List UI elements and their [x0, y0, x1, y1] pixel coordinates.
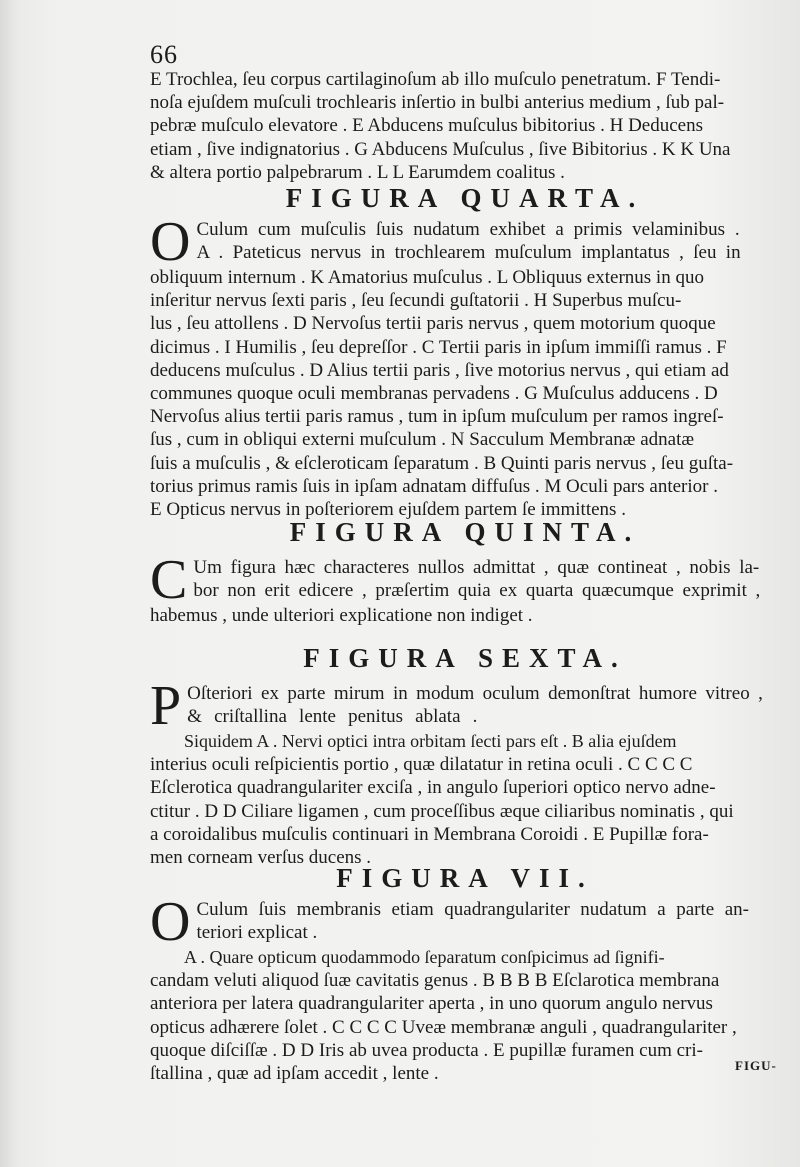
text-line: candam veluti aliquod ſuæ cavitatis genus . B B B B Eſclarotica membrana [150, 970, 720, 992]
text-line: Um figura hæc characteres nullos admittat , quæ contineat , nobis la- [193, 557, 760, 578]
text-line: deducens muſculus . D Alius tertii paris , ſive motorius nervus , qui etiam ad [150, 359, 729, 381]
text-line: torius primus ramis ſuis in ipſam adnatam diffuſus . M Oculi pars anterior . [150, 475, 718, 497]
text-line: inſeritur nervus ſexti paris , ſeu ſecundi guſtatorii . H Superbus muſcu- [150, 290, 682, 312]
drop-cap: P [150, 675, 182, 737]
section-paragraph [150, 891, 780, 1085]
text-line: Culum ſuis membranis etiam quadrangulariter nudatum a parte an- [196, 899, 749, 920]
text-line: ſuis a muſculis , & eſcleroticam ſeparatum . B Quinti paris nervus , ſeu guſta- [150, 452, 734, 474]
catchword: FIGU- [735, 1058, 777, 1073]
text-line: habemus , unde ulteriori explicatione non indiget . [150, 605, 533, 626]
text-line: E Opticus nervus in poſteriorem ejuſdem partem ſe immittens . [150, 499, 626, 521]
section-heading: FIGURA SEXTA. [303, 643, 627, 673]
text-line: ſtallina , quæ ad ipſam accedit , lente . [150, 1063, 439, 1085]
text-line: Nervoſus alius tertii paris ramus , tum in ipſum muſculum per ramos ingreſ- [150, 406, 724, 428]
text-line: A . Pateticus nervus in trochlearem muſculum implantatus , ſeu in [196, 242, 741, 264]
text-line: teriori explicat . [196, 922, 318, 944]
text-line: A . Quare opticum quodammodo ſeparatum conſpicimus ad ſignifi- [184, 947, 665, 967]
text-line: anteriora per latera quadrangulariter aperta , in uno quorum angulo nervus [150, 993, 713, 1015]
page-number: 66 [150, 40, 178, 69]
section-paragraph [150, 675, 780, 869]
section-heading: FIGURA VII. [336, 863, 594, 893]
text-line: pebræ muſculo elevatore . E Abducens muſculus bibitorius . H Deducens [150, 115, 703, 137]
text-line: ctitur . D D Ciliare ligamen , cum proceſſibus æque ciliaribus nominatis , qui [150, 800, 734, 822]
intro-paragraph [150, 68, 780, 184]
text-line: & altera portio palpebrarum . L L Earumdem coalitus . [150, 161, 565, 183]
text-line: ſus , cum in obliqui externi muſculum . N Sacculum Membranæ adnatæ [150, 429, 695, 451]
text-line: lus , ſeu attollens . D Nervoſus tertii paris nervus , quem motorium quoque [150, 313, 716, 335]
text-line: Eſclerotica quadrangulariter exciſa , in angulo ſuperiori optico nervo adne- [150, 777, 716, 799]
drop-cap: O [150, 891, 191, 953]
text-line: obliquum internum . K Amatorius muſculus . L Obliquus externus in quo [150, 267, 704, 288]
text-line: communes quoque oculi membranas pervadens . G Muſculus adducens . D [150, 383, 718, 405]
text-line: bor non erit edicere , præſertim quia ex quarta quæcumque exprimit , [193, 580, 761, 602]
drop-cap: C [150, 549, 188, 611]
text-line: opticus adhærere ſolet . C C C C Uveæ membranæ anguli , quadrangulariter , [150, 1016, 737, 1038]
text-line: & criſtallina lente penitus ablata . [187, 706, 478, 728]
section-heading: FIGURA QUARTA. [285, 183, 645, 213]
text-line: men corneam verſus ducens . [150, 847, 372, 869]
text-line: quoque diſciſſæ . D D Iris ab uvea producta . E pupillæ furamen cum cri- [150, 1039, 703, 1061]
text-line: a coroidalibus muſculis continuari in Membrana Coroidi . E Pupillæ fora- [150, 823, 709, 845]
text-line: interius oculi reſpicientis portio , quæ dilatatur in retina oculi . C C C C [150, 754, 693, 776]
text-line: dicimus . I Humilis , ſeu depreſſor . C Tertii paris in ipſum immiſſi ramus . F [150, 336, 727, 358]
section-paragraph [150, 549, 780, 627]
text-line: Oſteriori ex parte mirum in modum oculum demonſtrat humore vitreo , [187, 683, 763, 704]
section-paragraph [150, 211, 780, 521]
section-heading: FIGURA QUINTA. [289, 517, 641, 547]
text-line: Siquidem A . Nervi optici intra orbitam ſecti pars eſt . B alia ejuſdem [184, 731, 677, 751]
text-line: Culum cum muſculis ſuis nudatum exhibet a primis velaminibus . [196, 219, 740, 240]
text-line: etiam , ſive indignatorius . G Abducens Muſculus , ſive Bibitorius . K K Una [150, 138, 731, 160]
drop-cap: O [150, 211, 191, 273]
text-line: noſa ejuſdem muſculi trochlearis inſertio in bulbi anterius medium , ſub pal- [150, 92, 725, 114]
text-line: E Trochlea, ſeu corpus cartilaginoſum ab illo muſculo penetratum. F Tendi- [150, 69, 721, 90]
